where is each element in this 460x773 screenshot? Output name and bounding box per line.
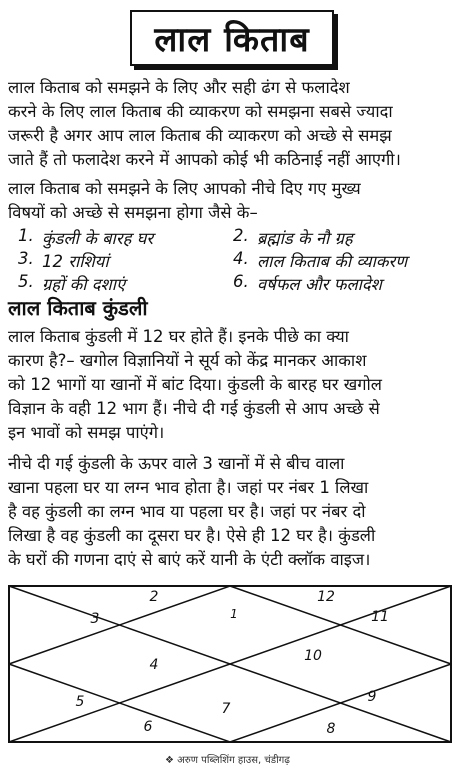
- text-line: लिखा है वह कुंडली का दूसरा घर है। ऐसे ही 12 घर है। कुंडली: [8, 526, 376, 545]
- list-item: 2. ब्रह्मांड के नौ ग्रह: [233, 226, 353, 248]
- text-line: जरूरी है अगर आप लाल किताब की व्याकरण को अच्छे से समझ: [8, 126, 392, 145]
- list-item: 1. कुंडली के बारह घर: [18, 226, 154, 248]
- text-line: के घरों की गणना दाएं से बाएं करें यानी के एंटी क्लॉक वाइज।: [8, 550, 371, 569]
- house-number-10: 10: [304, 648, 322, 664]
- text-line: लाल किताब को समझने के लिए और सही ढंग से फलादेश: [8, 78, 350, 97]
- kundli-chart: [8, 585, 452, 743]
- house-number-9: 9: [367, 689, 377, 705]
- text-line: कारण है?– खगोल विज्ञानियों ने सूर्य को केंद्र मानकर आकाश: [8, 351, 367, 370]
- publisher-footer: ❖ अरुण पब्लिशिंग हाउस, चंडीगढ़: [165, 755, 290, 766]
- text-line: लाल किताब कुंडली में 12 घर होते हैं। इनके पीछे का क्या: [8, 327, 349, 346]
- list-item: 4. लाल किताब की व्याकरण: [233, 249, 408, 271]
- house-counting-paragraph: [8, 452, 452, 572]
- house-number-8: 8: [326, 721, 336, 737]
- house-number-12: 12: [317, 589, 335, 605]
- text-line: विज्ञान के वही 12 भाग हैं। नीचे दी गई कुंडली से आप अच्छे से: [8, 399, 380, 418]
- list-item: 3. 12 राशियां: [18, 249, 109, 271]
- list-item: 5. ग्रहों की दशाएं: [18, 272, 126, 294]
- house-number-7: 7: [221, 701, 231, 717]
- page-title: लाल किताब: [154, 20, 310, 60]
- intro-paragraph: [8, 76, 452, 172]
- text-line: है वह कुंडली का लग्न भाव या पहला घर है। जहां पर नंबर दो: [8, 502, 366, 521]
- list-item: 6. वर्षफल और फलादेश: [233, 272, 382, 294]
- house-number-2: 2: [149, 589, 159, 605]
- topics-list: [18, 226, 448, 295]
- text-line: नीचे दी गई कुंडली के ऊपर वाले 3 खानों में से बीच वाला: [8, 454, 345, 473]
- house-number-3: 3: [90, 611, 100, 627]
- text-line: इन भावों को समझ पाएंगे।: [8, 423, 165, 442]
- text-line: करने के लिए लाल किताब की व्याकरण को समझना सबसे ज्यादा: [8, 102, 393, 121]
- house-number-6: 6: [143, 719, 153, 735]
- section-heading: लाल किताब कुंडली: [8, 296, 148, 320]
- topics-intro-paragraph: [8, 177, 452, 225]
- text-line: को 12 भागों या खानों में बांट दिया। कुंडली के बारह घर खगोल: [8, 375, 382, 394]
- title-box: [130, 10, 334, 66]
- house-number-11: 11: [371, 609, 389, 625]
- house-number-5: 5: [75, 694, 85, 710]
- text-line: खाना पहला घर या लग्न भाव होता है। जहां पर नंबर 1 लिखा: [8, 478, 369, 497]
- house-number-4: 4: [149, 657, 159, 673]
- text-line: विषयों को अच्छे से समझना होगा जैसे के–: [8, 203, 258, 222]
- kundli-explanation-paragraph: [8, 325, 452, 445]
- text-line: लाल किताब को समझने के लिए आपको नीचे दिए गए मुख्य: [8, 179, 361, 198]
- text-line: जाते हैं तो फलादेश करने में आपको कोई भी कठिनाई नहीं आएगी।: [8, 150, 401, 169]
- house-number-1: 1: [230, 607, 238, 621]
